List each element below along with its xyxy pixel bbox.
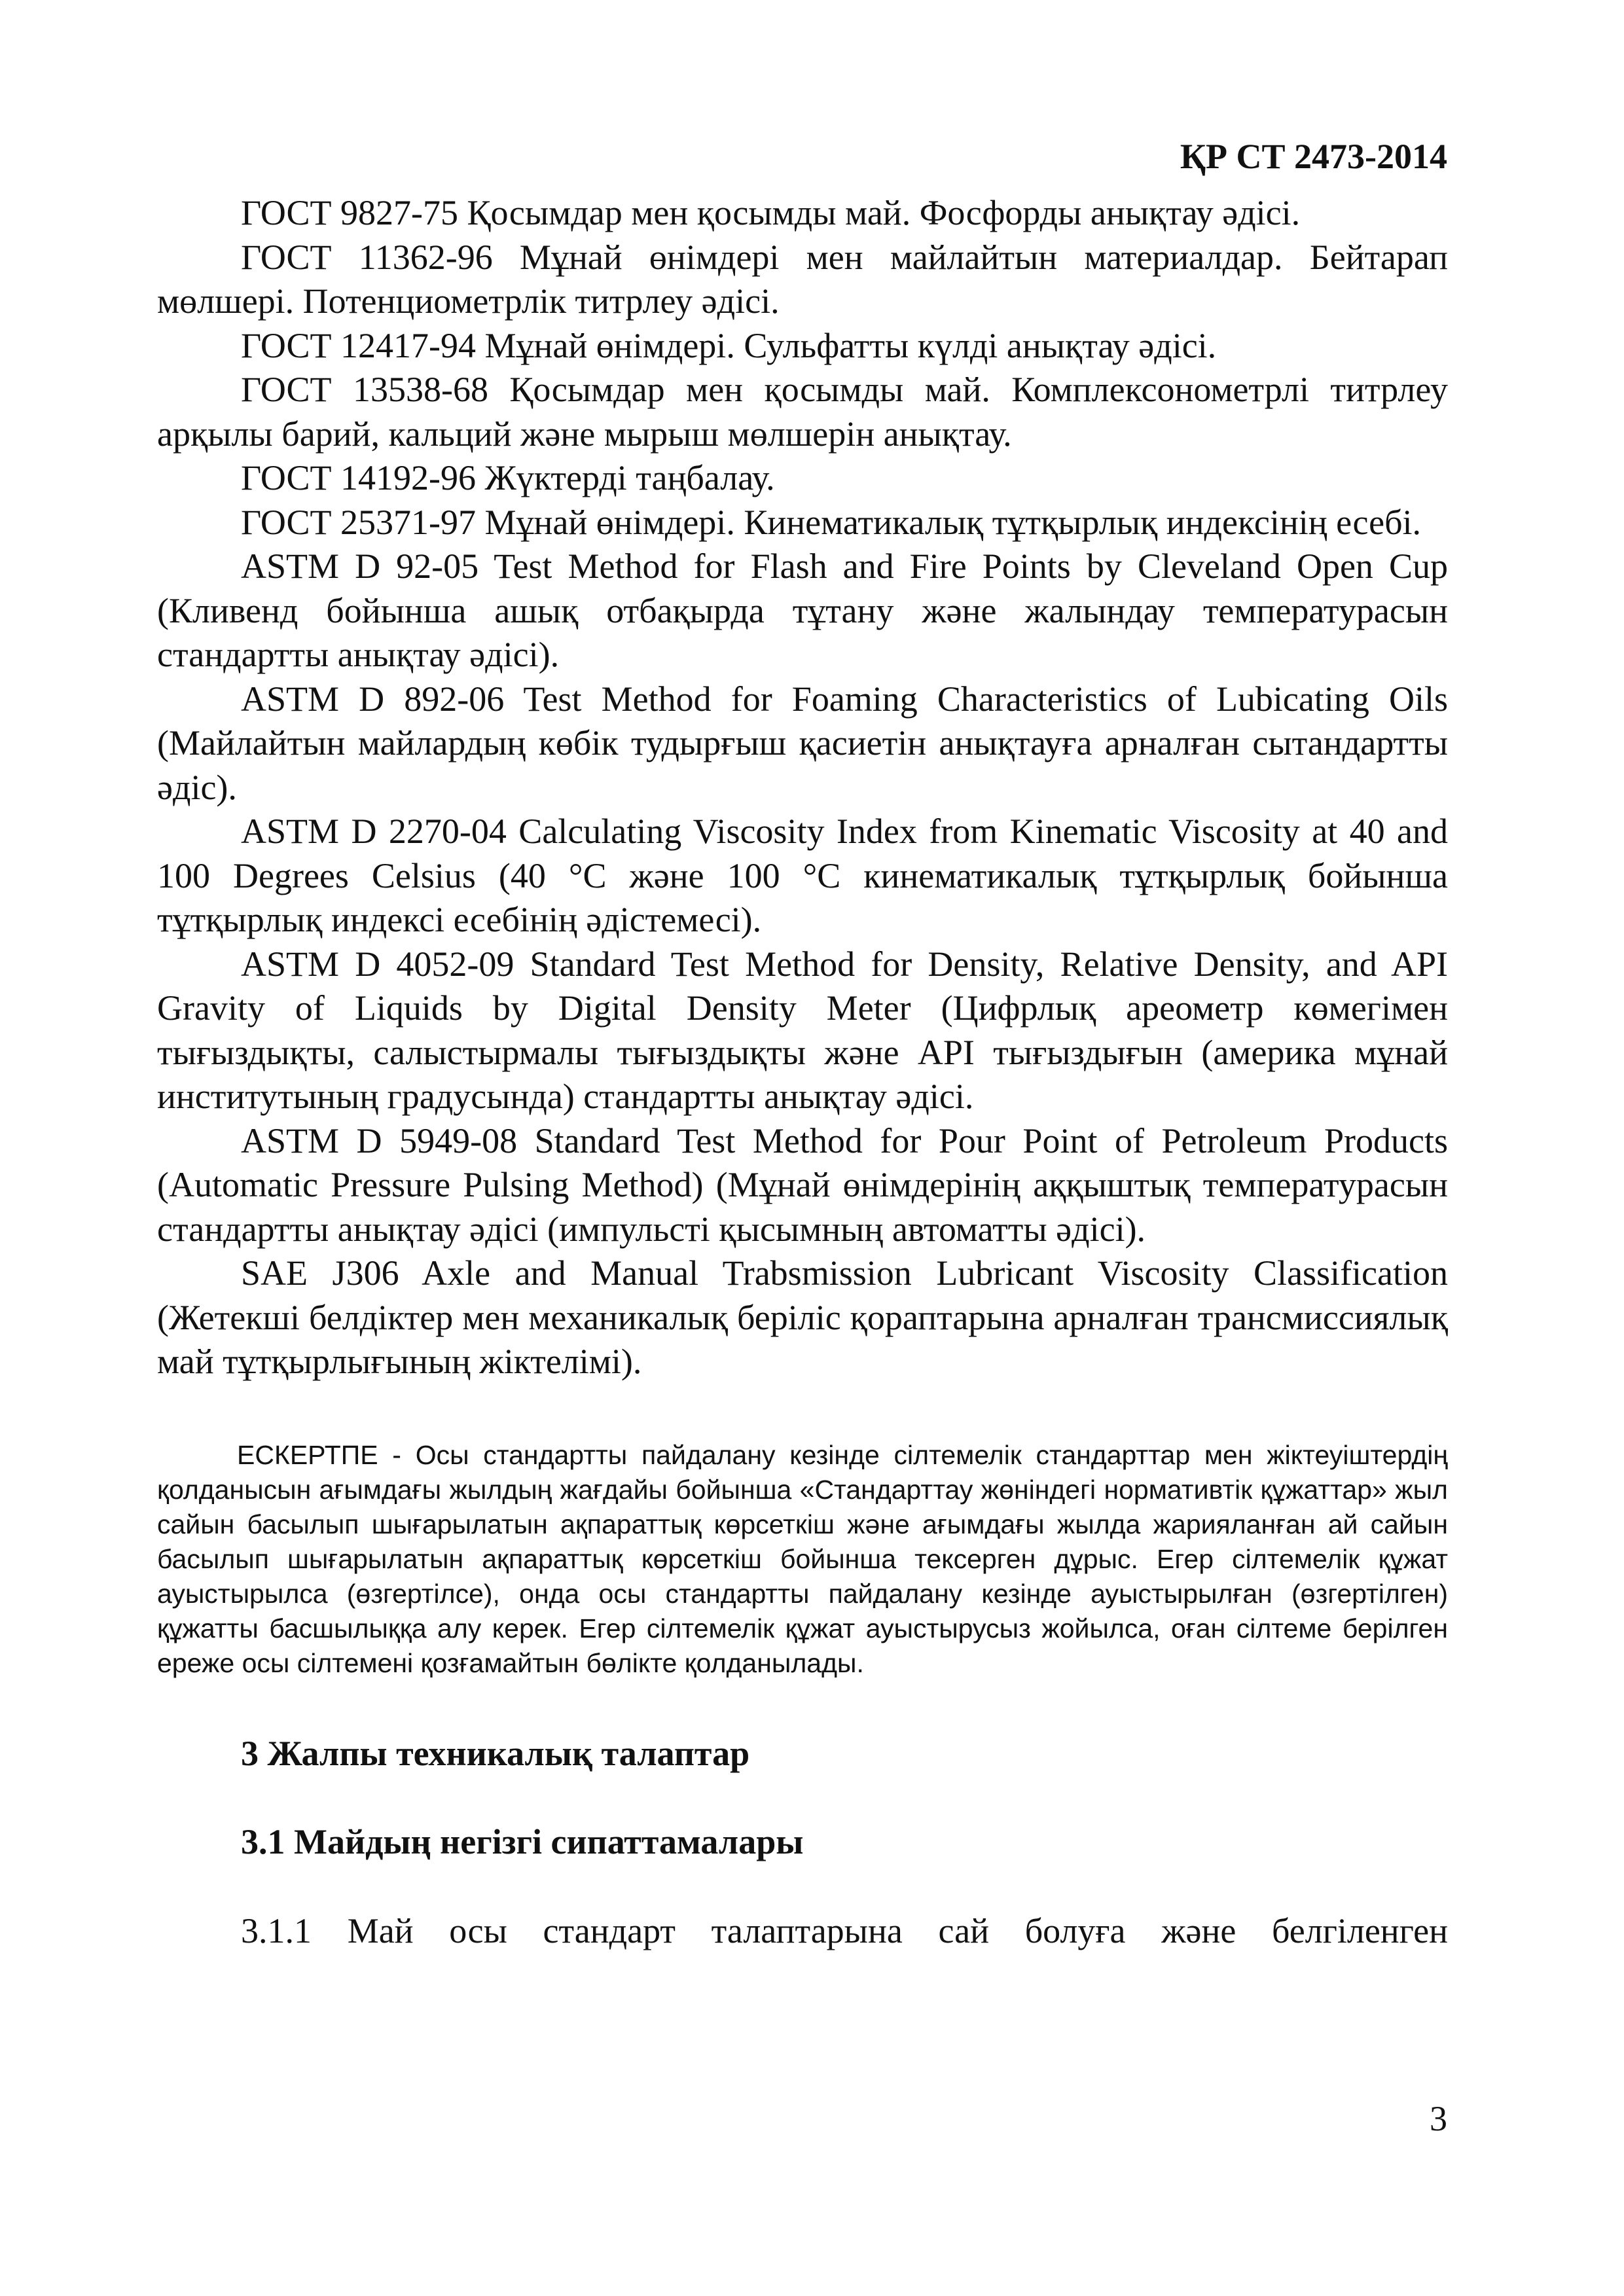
- reference-gost-13538: ГОСТ 13538-68 Қосымдар мен қосымды май. Комплексонометрлі титрлеу арқылы барий, кальций және мырыш мөлшерін анықтау.: [157, 370, 1448, 454]
- reference-sae-j306: SAE J306 Axle and Manual Trabsmission Lubricant Viscosity Classification (Жетекші белдіктер мен механикалық беріліс қораптарына арналған трансмиссиялық май тұтқырлығының жіктелімі).: [157, 1253, 1448, 1381]
- reference-gost-11362: ГОСТ 11362-96 Мұнай өнімдері мен майлайтын материалдар. Бейтарап мөлшері. Потенциометрлік титрлеу әдісі.: [157, 237, 1448, 321]
- page-number: 3: [1430, 2099, 1447, 2138]
- reference-gost-14192: ГОСТ 14192-96 Жүктерді таңбалау.: [241, 458, 775, 497]
- subsection-title: 3.1 Майдың негізгі сипаттамалары: [241, 1822, 804, 1861]
- reference-astm-d892: ASTM D 892-06 Test Method for Foaming Characteristics of Lubicating Oils (Майлайтын майлардың көбік тудырғыш қасиетін анықтауға арналған сытандартты әдіс).: [157, 679, 1448, 807]
- document-code-header: ҚР СТ 2473-2014: [1180, 137, 1447, 176]
- clause-3-1-1-text: 3.1.1 Май осы стандарт талаптарына сай болуға және белгіленген: [241, 1910, 1448, 1950]
- reference-astm-d92: ASTM D 92-05 Test Method for Flash and Fire Points by Cleveland Open Cup (Кливенд бойынша ашық отбақырда тұтану және жалындау температурасын стандартты анықтау әдісі).: [157, 547, 1448, 674]
- note-paragraph: ЕСКЕРТПЕ - Осы стандартты пайдалану кезінде сілтемелік стандарттар мен жіктеуіштердің қолданысын ағымдағы жылдың жағдайы бойынша «Стандарттау жөніндегі нормативтік құжаттар» жыл сайын басылып шығарылатын ақпараттық көрсеткіш және ағымдағы жылда жарияланған ай сайын басылып шығарылатын ақпараттық көрсеткіш бойынша тексерген дұрыс. Егер сілтемелік құжат ауыстырылса (өзгертілсе), онда осы стандартты пайдалану кезінде ауыстырылған (өзгертілген) құжатты басшылыққа алу керек. Егер сілтемелік құжат ауыстырусыз жойылса, оған сілтеме берілген ереже осы сілтемені қозғамайтын бөлікте қолданылады.: [157, 1439, 1448, 1678]
- reference-astm-d2270: ASTM D 2270-04 Calculating Viscosity Index from Kinematic Viscosity at 40 and 100 Degrees Celsius (40 °С және 100 °С кинематикалық тұтқырлық бойынша тұтқырлық индексі есебінің әдістемесі).: [157, 812, 1448, 939]
- section-title: 3 Жалпы техникалық талаптар: [241, 1733, 750, 1773]
- reference-gost-9827: ГОСТ 9827-75 Қосымдар мен қосымды май. Фосфорды анықтау әдісі.: [241, 193, 1301, 232]
- reference-gost-25371: ГОСТ 25371-97 Мұнай өнімдері. Кинематикалық тұтқырлық индексінің есебі.: [241, 502, 1422, 542]
- page-content: [157, 191, 1448, 1953]
- reference-gost-12417: ГОСТ 12417-94 Мұнай өнімдері. Сульфатты күлді анықтау әдісі.: [241, 325, 1217, 365]
- reference-astm-d4052: ASTM D 4052-09 Standard Test Method for Density, Relative Density, and API Gravity of Liquids by Digital Density Meter (Цифрлық ареометр көмегімен тығыздықты, салыстырмалы тығыздықты және API тығыздығын (америка мұнай институтының градусында) стандартты анықтау әдісі.: [157, 944, 1448, 1116]
- reference-astm-d5949: ASTM D 5949-08 Standard Test Method for Pour Point of Petroleum Products (Automatic Pressure Pulsing Method) (Мұнай өнімдерінің аққыштық температурасын стандартты анықтау әдісі (импульсті қысымның автоматты әдісі).: [157, 1121, 1448, 1249]
